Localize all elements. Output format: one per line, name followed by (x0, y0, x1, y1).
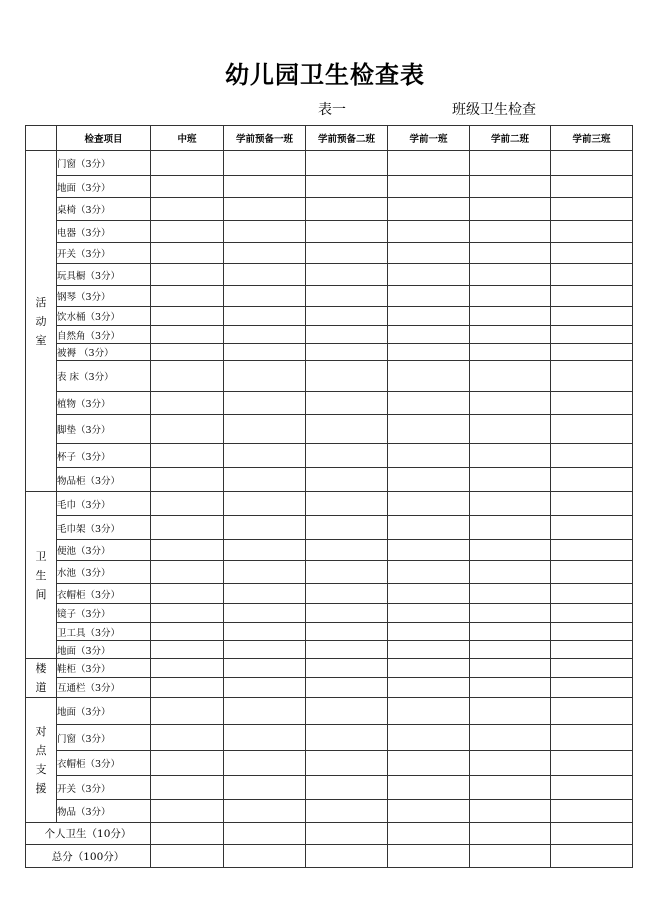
score-cell[interactable] (306, 286, 388, 307)
score-cell[interactable] (306, 264, 388, 286)
score-cell[interactable] (306, 444, 388, 468)
score-cell[interactable] (224, 243, 306, 264)
table-row (26, 698, 633, 725)
score-cell[interactable] (151, 751, 224, 776)
score-cell[interactable] (551, 823, 633, 845)
group-label-char: 间 (35, 587, 47, 601)
score-cell[interactable] (306, 641, 388, 659)
score-cell[interactable] (388, 677, 470, 697)
score-cell[interactable] (388, 415, 470, 444)
score-cell[interactable] (470, 776, 551, 800)
score-cell[interactable] (470, 623, 551, 641)
score-cell[interactable] (151, 584, 224, 604)
score-cell[interactable] (151, 468, 224, 492)
score-cell[interactable] (551, 415, 633, 444)
score-cell[interactable] (551, 198, 633, 221)
table-row (26, 264, 633, 286)
score-cell[interactable] (151, 264, 224, 286)
score-cell[interactable] (224, 415, 306, 444)
score-cell[interactable] (224, 151, 306, 176)
score-cell[interactable] (306, 468, 388, 492)
score-cell[interactable] (151, 845, 224, 868)
score-cell[interactable] (306, 561, 388, 584)
score-cell[interactable] (551, 561, 633, 584)
score-cell[interactable] (470, 725, 551, 751)
group-label-char: 动 (35, 314, 47, 328)
score-cell[interactable] (551, 243, 633, 264)
score-cell[interactable] (306, 584, 388, 604)
table-row (26, 444, 633, 468)
score-cell[interactable] (470, 264, 551, 286)
score-cell[interactable] (151, 307, 224, 326)
column-header: 中班 (151, 126, 224, 151)
check-item-label: 桌椅（3分） (57, 198, 151, 221)
table-row (26, 415, 633, 444)
score-cell[interactable] (151, 623, 224, 641)
score-cell[interactable] (224, 492, 306, 516)
check-item-label: 衣帽柜（3分） (57, 751, 151, 776)
group-label-char: 援 (35, 782, 47, 795)
score-cell[interactable] (388, 776, 470, 800)
score-cell[interactable] (306, 823, 388, 845)
score-cell[interactable] (470, 641, 551, 659)
score-cell[interactable] (470, 151, 551, 176)
score-cell[interactable] (551, 176, 633, 198)
score-cell[interactable] (388, 221, 470, 243)
group-label-char: 卫 (35, 549, 47, 563)
score-cell[interactable] (306, 604, 388, 623)
score-cell[interactable] (551, 444, 633, 468)
score-cell[interactable] (224, 444, 306, 468)
score-cell[interactable] (224, 659, 306, 678)
score-cell[interactable] (470, 516, 551, 540)
inspection-table (25, 125, 633, 868)
table-row (26, 361, 633, 392)
group-label-char: 活 (35, 295, 47, 309)
score-cell[interactable] (151, 198, 224, 221)
score-cell[interactable] (388, 286, 470, 307)
score-cell[interactable] (151, 361, 224, 392)
score-cell[interactable] (151, 800, 224, 823)
score-cell[interactable] (551, 751, 633, 776)
score-cell[interactable] (224, 823, 306, 845)
group-label-char: 楼 (35, 662, 47, 675)
score-cell[interactable] (151, 392, 224, 415)
score-cell[interactable] (551, 641, 633, 659)
score-cell[interactable] (388, 698, 470, 725)
score-cell[interactable] (306, 800, 388, 823)
score-cell[interactable] (306, 344, 388, 361)
check-item-label: 卫工具（3分） (57, 623, 151, 641)
check-item-label: 衣帽柜（3分） (57, 584, 151, 604)
score-cell[interactable] (224, 344, 306, 361)
score-cell[interactable] (470, 286, 551, 307)
check-item-label: 毛巾架（3分） (57, 516, 151, 540)
score-cell[interactable] (151, 326, 224, 344)
score-cell[interactable] (388, 176, 470, 198)
score-cell[interactable] (306, 176, 388, 198)
score-cell[interactable] (151, 243, 224, 264)
score-cell[interactable] (224, 516, 306, 540)
score-cell[interactable] (388, 725, 470, 751)
score-cell[interactable] (151, 725, 224, 751)
score-cell[interactable] (388, 845, 470, 868)
column-header (26, 126, 57, 151)
check-item-label: 自然角（3分） (57, 326, 151, 344)
score-cell[interactable] (470, 751, 551, 776)
check-item-label: 地面（3分） (57, 698, 151, 725)
check-item-label: 饮水桶（3分） (57, 307, 151, 326)
score-cell[interactable] (470, 561, 551, 584)
score-cell[interactable] (306, 659, 388, 678)
table-row (26, 468, 633, 492)
score-cell[interactable] (224, 751, 306, 776)
score-cell[interactable] (388, 344, 470, 361)
score-cell[interactable] (470, 677, 551, 697)
score-cell[interactable] (551, 492, 633, 516)
score-cell[interactable] (470, 604, 551, 623)
score-cell[interactable] (224, 221, 306, 243)
score-cell[interactable] (151, 659, 224, 678)
column-header: 学前预备一班 (224, 126, 306, 151)
page-title: 幼儿园卫生检查表 (225, 60, 425, 89)
score-cell[interactable] (224, 677, 306, 697)
score-cell[interactable] (224, 264, 306, 286)
score-cell[interactable] (470, 540, 551, 561)
group-label-char: 道 (35, 681, 47, 694)
group-label-char: 生 (35, 568, 47, 582)
table-row (26, 243, 633, 264)
table-row (26, 492, 633, 516)
score-cell[interactable] (224, 468, 306, 492)
check-item-label: 开关（3分） (57, 776, 151, 800)
score-cell[interactable] (551, 468, 633, 492)
score-cell[interactable] (470, 221, 551, 243)
table-row (26, 776, 633, 800)
score-cell[interactable] (551, 725, 633, 751)
table-row (26, 604, 633, 623)
score-cell[interactable] (306, 725, 388, 751)
score-cell[interactable] (388, 623, 470, 641)
group-label (26, 698, 57, 823)
check-item-label: 门窗（3分） (57, 725, 151, 751)
score-cell[interactable] (551, 845, 633, 868)
score-cell[interactable] (224, 698, 306, 725)
table-label: 表一 (318, 102, 346, 118)
check-item-label: 门窗（3分） (57, 151, 151, 176)
score-cell[interactable] (224, 361, 306, 392)
score-cell[interactable] (224, 540, 306, 561)
score-cell[interactable] (470, 698, 551, 725)
score-cell[interactable] (388, 392, 470, 415)
score-cell[interactable] (388, 751, 470, 776)
score-cell[interactable] (224, 776, 306, 800)
group-label-char: 对 (35, 725, 47, 738)
group-label-char: 室 (35, 333, 47, 347)
score-cell[interactable] (224, 286, 306, 307)
score-cell[interactable] (306, 361, 388, 392)
score-cell[interactable] (388, 326, 470, 344)
score-cell[interactable] (551, 540, 633, 561)
score-cell[interactable] (388, 540, 470, 561)
score-cell[interactable] (388, 444, 470, 468)
check-item-label: 开关（3分） (57, 243, 151, 264)
check-item-label: 互通栏（3分） (57, 677, 151, 697)
score-cell[interactable] (151, 516, 224, 540)
table-row (26, 392, 633, 415)
check-item-label: 毛巾（3分） (57, 492, 151, 516)
score-cell[interactable] (551, 604, 633, 623)
score-cell[interactable] (151, 221, 224, 243)
score-cell[interactable] (151, 823, 224, 845)
table-row (26, 326, 633, 344)
score-cell[interactable] (388, 516, 470, 540)
score-cell[interactable] (388, 584, 470, 604)
score-cell[interactable] (151, 286, 224, 307)
group-label (26, 151, 57, 492)
score-cell[interactable] (224, 604, 306, 623)
column-header: 检查项目 (57, 126, 151, 151)
score-cell[interactable] (551, 307, 633, 326)
score-cell[interactable] (551, 151, 633, 176)
score-cell[interactable] (224, 307, 306, 326)
table-row (26, 151, 633, 176)
score-cell[interactable] (224, 176, 306, 198)
score-cell[interactable] (306, 776, 388, 800)
total-row (26, 845, 633, 868)
column-header: 学前一班 (388, 126, 470, 151)
score-cell[interactable] (306, 243, 388, 264)
table-caption: 班级卫生检查 (452, 102, 536, 118)
score-cell[interactable] (151, 604, 224, 623)
score-cell[interactable] (551, 776, 633, 800)
score-cell[interactable] (470, 468, 551, 492)
score-cell[interactable] (470, 392, 551, 415)
group-label-char: 点 (35, 744, 47, 757)
score-cell[interactable] (388, 468, 470, 492)
score-cell[interactable] (551, 800, 633, 823)
check-item-label: 钢琴（3分） (57, 286, 151, 307)
score-cell[interactable] (306, 221, 388, 243)
score-cell[interactable] (551, 677, 633, 697)
score-cell[interactable] (224, 392, 306, 415)
table-row (26, 516, 633, 540)
score-cell[interactable] (224, 725, 306, 751)
score-cell[interactable] (551, 344, 633, 361)
score-cell[interactable] (470, 444, 551, 468)
score-cell[interactable] (151, 151, 224, 176)
column-header: 学前预备二班 (306, 126, 388, 151)
score-cell[interactable] (306, 392, 388, 415)
score-cell[interactable] (470, 307, 551, 326)
score-cell[interactable] (306, 492, 388, 516)
score-cell[interactable] (470, 800, 551, 823)
score-cell[interactable] (306, 516, 388, 540)
score-cell[interactable] (551, 516, 633, 540)
table-row (26, 561, 633, 584)
table-row (26, 623, 633, 641)
score-cell[interactable] (224, 623, 306, 641)
score-cell[interactable] (306, 415, 388, 444)
score-cell[interactable] (388, 641, 470, 659)
score-cell[interactable] (224, 198, 306, 221)
total-label: 个人卫生（10分） (26, 823, 151, 845)
score-cell[interactable] (151, 540, 224, 561)
score-cell[interactable] (224, 561, 306, 584)
score-cell[interactable] (388, 561, 470, 584)
group-label (26, 659, 57, 698)
table-row (26, 800, 633, 823)
score-cell[interactable] (388, 659, 470, 678)
score-cell[interactable] (306, 698, 388, 725)
table-row (26, 725, 633, 751)
score-cell[interactable] (151, 561, 224, 584)
score-cell[interactable] (551, 264, 633, 286)
score-cell[interactable] (306, 307, 388, 326)
score-cell[interactable] (470, 584, 551, 604)
score-cell[interactable] (470, 845, 551, 868)
check-item-label: 水池（3分） (57, 561, 151, 584)
score-cell[interactable] (151, 176, 224, 198)
check-item-label: 鞋柜（3分） (57, 659, 151, 678)
header-row (26, 126, 633, 151)
score-cell[interactable] (551, 698, 633, 725)
score-cell[interactable] (388, 264, 470, 286)
table-row (26, 584, 633, 604)
total-row (26, 823, 633, 845)
score-cell[interactable] (388, 361, 470, 392)
score-cell[interactable] (306, 198, 388, 221)
score-cell[interactable] (224, 641, 306, 659)
table-body (26, 151, 633, 868)
score-cell[interactable] (470, 415, 551, 444)
check-item-label: 植物（3分） (57, 392, 151, 415)
score-cell[interactable] (151, 415, 224, 444)
score-cell[interactable] (306, 677, 388, 697)
score-cell[interactable] (470, 198, 551, 221)
table-row (26, 344, 633, 361)
score-cell[interactable] (388, 823, 470, 845)
check-item-label: 电器（3分） (57, 221, 151, 243)
score-cell[interactable] (306, 326, 388, 344)
score-cell[interactable] (551, 659, 633, 678)
score-cell[interactable] (551, 326, 633, 344)
score-cell[interactable] (388, 151, 470, 176)
check-item-label: 地面（3分） (57, 176, 151, 198)
score-cell[interactable] (151, 344, 224, 361)
score-cell[interactable] (306, 845, 388, 868)
score-cell[interactable] (388, 604, 470, 623)
score-cell[interactable] (470, 361, 551, 392)
table-row (26, 751, 633, 776)
table-row (26, 176, 633, 198)
score-cell[interactable] (151, 698, 224, 725)
score-cell[interactable] (151, 492, 224, 516)
check-item-label: 镜子（3分） (57, 604, 151, 623)
score-cell[interactable] (551, 221, 633, 243)
table-row (26, 659, 633, 678)
score-cell[interactable] (551, 623, 633, 641)
group-label (26, 492, 57, 659)
score-cell[interactable] (388, 307, 470, 326)
check-item-label: 物品柜（3分） (57, 468, 151, 492)
table-row (26, 641, 633, 659)
score-cell[interactable] (306, 751, 388, 776)
table-row (26, 307, 633, 326)
score-cell[interactable] (551, 392, 633, 415)
table-row (26, 677, 633, 697)
check-item-label: 便池（3分） (57, 540, 151, 561)
score-cell[interactable] (151, 776, 224, 800)
score-cell[interactable] (551, 361, 633, 392)
score-cell[interactable] (551, 584, 633, 604)
check-item-label: 表 床（3分） (57, 361, 151, 392)
score-cell[interactable] (306, 540, 388, 561)
score-cell[interactable] (388, 492, 470, 516)
score-cell[interactable] (151, 641, 224, 659)
score-cell[interactable] (470, 344, 551, 361)
score-cell[interactable] (551, 286, 633, 307)
check-item-label: 杯子（3分） (57, 444, 151, 468)
score-cell[interactable] (470, 492, 551, 516)
table-row (26, 198, 633, 221)
score-cell[interactable] (224, 800, 306, 823)
score-cell[interactable] (388, 243, 470, 264)
score-cell[interactable] (388, 198, 470, 221)
score-cell[interactable] (151, 677, 224, 697)
table-row (26, 286, 633, 307)
score-cell[interactable] (470, 326, 551, 344)
score-cell[interactable] (224, 845, 306, 868)
score-cell[interactable] (470, 659, 551, 678)
check-item-label: 物品（3分） (57, 800, 151, 823)
score-cell[interactable] (306, 151, 388, 176)
table-row (26, 540, 633, 561)
column-header: 学前二班 (470, 126, 551, 151)
score-cell[interactable] (224, 584, 306, 604)
total-label: 总分（100分） (26, 845, 151, 868)
score-cell[interactable] (224, 326, 306, 344)
check-item-label: 地面（3分） (57, 641, 151, 659)
score-cell[interactable] (388, 800, 470, 823)
check-item-label: 被褥 （3分） (57, 344, 151, 361)
score-cell[interactable] (151, 444, 224, 468)
score-cell[interactable] (306, 623, 388, 641)
column-header: 学前三班 (551, 126, 633, 151)
score-cell[interactable] (470, 243, 551, 264)
table-row (26, 221, 633, 243)
score-cell[interactable] (470, 823, 551, 845)
check-item-label: 脚垫（3分） (57, 415, 151, 444)
check-item-label: 玩具橱（3分） (57, 264, 151, 286)
group-label-char: 支 (35, 763, 47, 776)
score-cell[interactable] (470, 176, 551, 198)
